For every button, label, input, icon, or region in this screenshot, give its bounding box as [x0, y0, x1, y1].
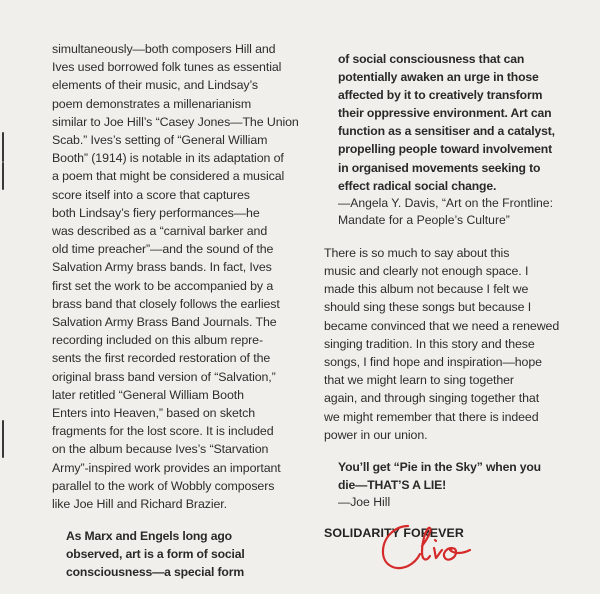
quote-line: in organised movements seeking to	[338, 160, 541, 175]
text-line: simultaneously—both composers Hill and	[52, 42, 276, 56]
text-line: original brass band version of “Salvation,”	[52, 369, 276, 384]
text-line: elements of their music, and Lindsay’s	[52, 78, 259, 93]
spacer	[338, 230, 588, 244]
gutter-mark	[2, 162, 4, 190]
joe-hill-epigraph	[338, 458, 588, 512]
text-line: was described as a “carnival barker and	[52, 224, 268, 239]
text-line: like Joe Hill and Richard Brazier.	[52, 497, 227, 512]
text-line: singing tradition. In this story and these	[324, 336, 535, 351]
right-body-paragraph	[324, 244, 588, 444]
text-line: we might remember that there is indeed	[324, 409, 539, 424]
epigraph-line: die—THAT’S A LIE!	[338, 478, 447, 493]
text-line: parallel to the work of Wobbly composers	[52, 478, 275, 493]
quote-line: consciousness—a special form	[66, 565, 245, 580]
quote-attribution	[338, 195, 588, 230]
right-column	[324, 50, 588, 540]
attribution-line: Mandate for a People’s Culture”	[338, 213, 510, 228]
quote-line: observed, art is a form of social	[66, 547, 245, 562]
quote-line: function as a sensitiser and a catalyst,	[338, 124, 555, 139]
text-line: similar to Joe Hill’s “Casey Jones—The Union	[52, 114, 299, 129]
text-line: score itself into a score that captures	[52, 187, 250, 202]
text-line: Ives used borrowed folk tunes as essential	[52, 60, 282, 75]
text-line: music and clearly not enough space. I	[324, 263, 529, 278]
spacer	[52, 513, 302, 527]
spacer	[338, 444, 588, 458]
gutter-mark	[2, 132, 4, 162]
davis-quote-start	[66, 527, 302, 581]
quote-line: of social consciousness that can	[338, 52, 525, 66]
text-line: became convinced that we need a renewed	[324, 318, 560, 333]
gutter-mark	[2, 420, 4, 458]
text-line: a poem that might be considered a musical	[52, 169, 285, 184]
text-line: songs, I find hope and inspiration—hope	[324, 354, 542, 369]
epigraph-line: You’ll get “Pie in the Sky” when you	[338, 459, 541, 474]
text-line: first set the work to be accompanied by a	[52, 278, 274, 293]
text-line: both Lindsay’s fiery performances—he	[52, 205, 260, 220]
text-line: later retitled “General William Booth	[52, 387, 244, 402]
attribution-line: —Angela Y. Davis, “Art on the Frontline:	[338, 195, 553, 210]
text-line: Salvation Army brass bands. In fact, Ives	[52, 260, 272, 275]
text-line: There is so much to say about this	[324, 245, 510, 260]
text-line: recording included on this album repre-	[52, 333, 263, 348]
davis-quote-continued	[338, 50, 588, 195]
text-line: again, and through singing together that	[324, 391, 540, 406]
quote-line: affected by it to creatively transform	[338, 88, 543, 103]
left-body-paragraph	[52, 40, 302, 513]
left-column	[52, 40, 302, 582]
text-line: Salvation Army Brass Band Journals. The	[52, 315, 277, 330]
section-heading: SOLIDARITY FOREVER	[324, 525, 464, 540]
signature	[378, 520, 488, 576]
text-line: old time preacher”—and the sound of the	[52, 242, 274, 257]
text-line: that we might learn to sing together	[324, 373, 514, 388]
quote-line: potentially awaken an urge in those	[338, 70, 539, 85]
text-line: fragments for the lost score. It is included	[52, 424, 274, 439]
text-line: Booth” (1914) is notable in its adaptation of	[52, 151, 284, 166]
epigraph-attribution: —Joe Hill	[338, 495, 391, 510]
quote-line: their oppressive environment. Art can	[338, 106, 552, 121]
quote-line: effect radical social change.	[338, 178, 497, 193]
text-line: on the album because Ives’s “Starvation	[52, 442, 269, 457]
quote-line: propelling people toward involvement	[338, 142, 552, 157]
text-line: made this album not because I felt we	[324, 282, 529, 297]
text-line: sents the first recorded restoration of the	[52, 351, 271, 366]
text-line: Army”-inspired work provides an important	[52, 460, 281, 475]
text-line: Enters into Heaven,” based on sketch	[52, 406, 256, 421]
text-line: Scab.” Ives’s setting of “General William	[52, 133, 268, 148]
quote-line: As Marx and Engels long ago	[66, 529, 232, 544]
text-line: power in our union.	[324, 427, 428, 442]
text-line: brass band that closely follows the earliest	[52, 296, 280, 311]
text-line: poem demonstrates a millenarianism	[52, 96, 252, 111]
text-line: should sing these songs but because I	[324, 300, 532, 315]
